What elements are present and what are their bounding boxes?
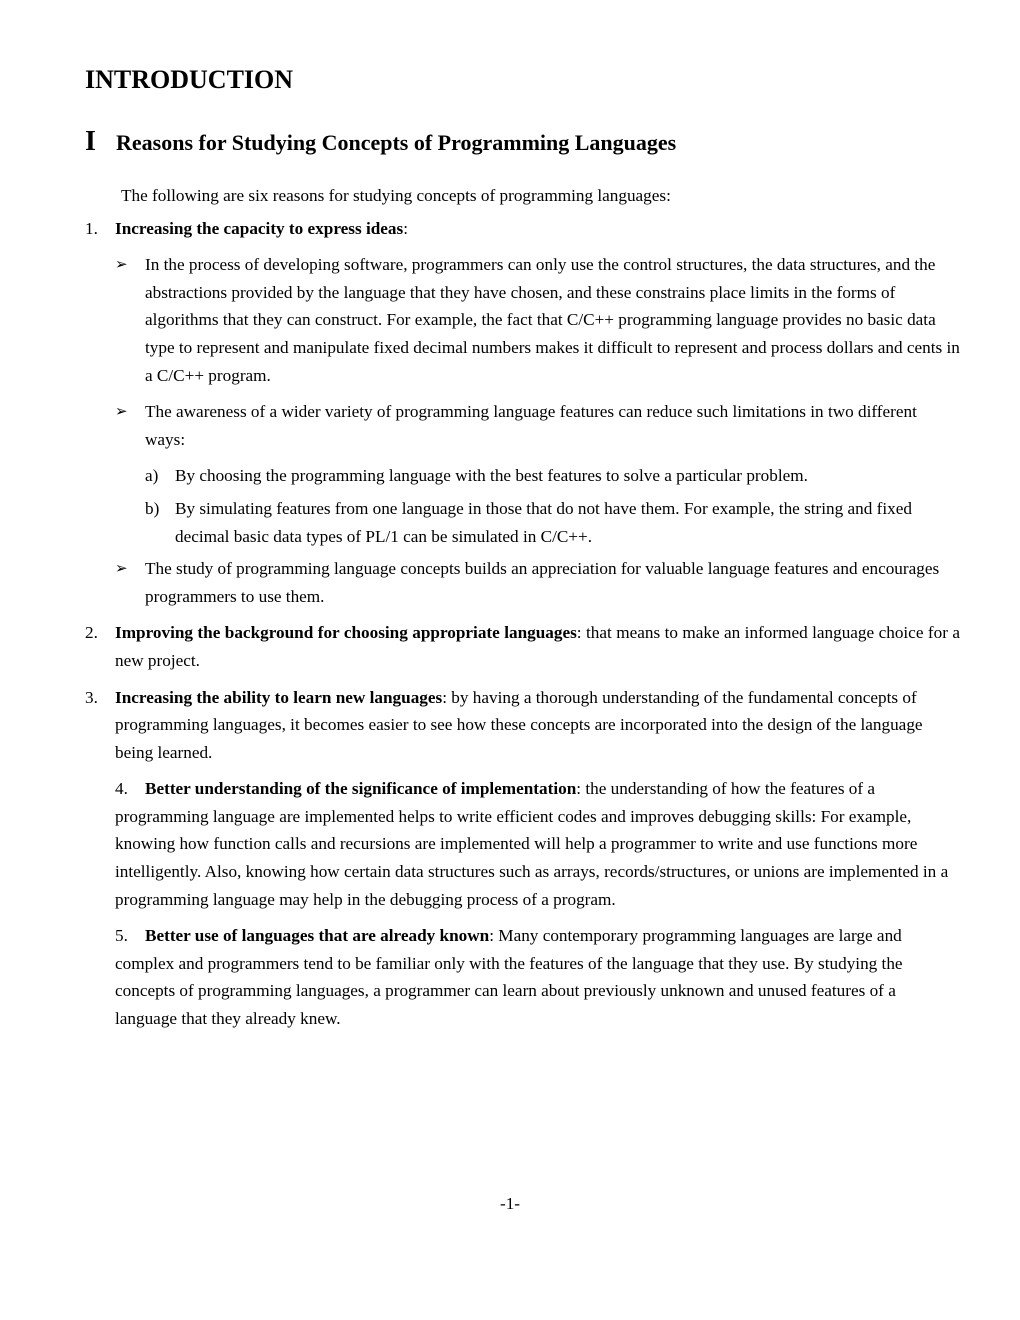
bullet-text: In the process of developing software, programmers can only use the control structures, the data structures, and the abstractions provided by the language that they have chosen, and these constrains place limits in the forms of algorithms that they can construct. For example, the fact that C/C++ programming language provides no basic data type to represent and manipulate fixed decimal numbers makes it difficult to represent and process dollars and cents in a C/C++ program. [145, 255, 960, 385]
sub-item-letter: a) [145, 466, 159, 486]
arrow-bullet-icon: ➢ [115, 255, 128, 274]
item-number: 1. [85, 218, 98, 238]
sub-item-a [85, 462, 960, 490]
item-heading: Better understanding of the significance of implementation [145, 779, 577, 799]
document-body [85, 182, 960, 1042]
section-heading [85, 122, 676, 163]
arrow-bullet-icon: ➢ [115, 402, 128, 421]
item-heading: Better use of languages that are already known [145, 926, 490, 946]
section-number: I [85, 126, 96, 157]
item-text: : Many contemporary programming languages are large and complex and programmers tend to be familiar only with the features of the language that they use. By studying the concepts of programming languages, a programmer can learn about previously unknown and unused features of a language that they already knew. [115, 926, 903, 1029]
item-heading: Increasing the ability to learn new languages [115, 687, 443, 707]
list-item-4 [85, 775, 960, 913]
sub-item-text: By simulating features from one language in those that do not have them. For example, the string and fixed decimal basic data types of PL/1 can be simulated in C/C++. [175, 498, 912, 546]
list-item-1 [85, 215, 960, 243]
intro-paragraph: The following are six reasons for studying concepts of programming languages: [121, 186, 671, 205]
sub-item-letter: b) [145, 498, 160, 518]
bullet-text: The awareness of a wider variety of programming language features can reduce such limitations in two different ways: [145, 402, 917, 449]
list-item-3 [85, 684, 960, 767]
sub-item-b [85, 495, 960, 550]
item-text: : [403, 218, 408, 238]
item-text: : the understanding of how the features of a programming language are implemented helps to write efficient codes and improves debugging skills: For example, knowing how function calls and recursions are implemented will help a programmer to write and use functions more intelligently. Also, knowing how certain data structures such as arrays, records/structures, or unions are implemented in a programming language may help in the debugging process of a program. [115, 779, 949, 909]
sub-item-text: By choosing the programming language with the best features to solve a particular problem. [175, 466, 808, 486]
list-item-5 [85, 922, 960, 1032]
list-item-2 [85, 619, 960, 674]
bullet-text: The study of programming language concepts builds an appreciation for valuable language features and encourages programmers to use them. [145, 559, 940, 606]
item-heading: Increasing the capacity to express ideas [115, 218, 404, 238]
page-title: INTRODUCTION [85, 65, 294, 94]
arrow-bullet-icon: ➢ [115, 559, 128, 578]
bullet-item [85, 251, 960, 389]
item-text: : by having a thorough understanding of the fundamental concepts of programming languages, it becomes easier to see how these concepts are incorporated into the design of the language being learned. [115, 687, 923, 762]
item-text: : that means to make an informed language choice for a new project. [115, 623, 960, 670]
bullet-item [85, 555, 960, 610]
item-number: 2. [85, 623, 98, 643]
item-number: 4. [115, 779, 128, 799]
item-number: 5. [115, 926, 128, 946]
item-number: 3. [85, 687, 98, 707]
item-heading: Improving the background for choosing appropriate languages [115, 623, 577, 643]
page-number: -1- [499, 1194, 521, 1213]
bullet-item [85, 398, 960, 453]
section-title: Reasons for Studying Concepts of Programming Languages [116, 130, 677, 155]
